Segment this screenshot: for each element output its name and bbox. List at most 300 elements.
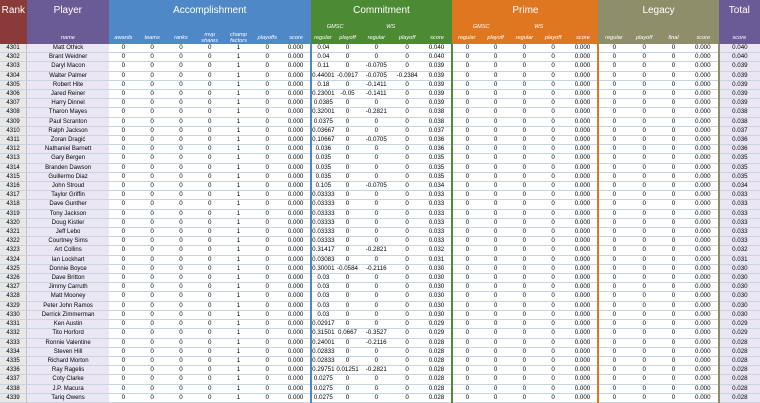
value-cell[interactable]: 0: [138, 71, 167, 80]
value-cell[interactable]: 0: [195, 200, 224, 209]
value-cell[interactable]: 0: [167, 274, 196, 283]
value-cell[interactable]: 0.000: [688, 366, 719, 375]
rank-cell[interactable]: 4303: [0, 62, 27, 71]
value-cell[interactable]: 0: [360, 99, 393, 108]
value-cell[interactable]: 0.000: [282, 117, 311, 126]
value-cell[interactable]: 0: [195, 274, 224, 283]
value-cell[interactable]: 0.0375: [311, 117, 336, 126]
value-cell[interactable]: 0: [393, 108, 422, 117]
value-cell[interactable]: 0: [195, 163, 224, 172]
value-cell[interactable]: 0.03333: [312, 237, 335, 245]
value-cell[interactable]: 0: [659, 71, 688, 80]
value-cell[interactable]: 0: [481, 191, 510, 200]
player-name-cell[interactable]: Ken Austin: [27, 320, 109, 329]
value-cell[interactable]: -0.2821: [360, 108, 393, 117]
value-cell[interactable]: 0: [510, 246, 539, 255]
value-cell[interactable]: 0: [360, 44, 393, 53]
rank-cell[interactable]: 4312: [0, 145, 27, 154]
value-cell[interactable]: 0.000: [568, 393, 599, 402]
value-cell[interactable]: 0.000: [568, 80, 599, 89]
value-cell[interactable]: 0: [481, 320, 510, 329]
value-cell[interactable]: 0: [510, 182, 539, 191]
value-cell[interactable]: 0: [539, 292, 568, 301]
value-cell[interactable]: 0: [539, 71, 568, 80]
value-cell[interactable]: 0: [452, 237, 481, 246]
value-cell[interactable]: 0: [452, 292, 481, 301]
value-cell[interactable]: 0.000: [282, 228, 311, 237]
value-cell[interactable]: 0.000: [282, 320, 311, 329]
com-col-playoff[interactable]: playoff: [393, 32, 422, 44]
value-cell[interactable]: 0: [510, 108, 539, 117]
value-cell[interactable]: 0: [195, 338, 224, 347]
value-cell[interactable]: 0: [109, 90, 138, 99]
table-row[interactable]: [0, 145, 760, 154]
value-cell[interactable]: 0: [109, 347, 138, 356]
value-cell[interactable]: 0: [629, 80, 659, 89]
value-cell[interactable]: 0: [195, 99, 224, 108]
value-cell[interactable]: 0: [393, 99, 422, 108]
value-cell[interactable]: 0: [253, 274, 282, 283]
value-cell[interactable]: 0: [510, 384, 539, 393]
value-cell[interactable]: 0: [598, 228, 629, 237]
value-cell[interactable]: 0: [195, 320, 224, 329]
value-cell[interactable]: 0: [452, 246, 481, 255]
value-cell[interactable]: 0: [452, 182, 481, 191]
value-cell[interactable]: 0: [452, 338, 481, 347]
value-cell[interactable]: 0: [167, 163, 196, 172]
value-cell[interactable]: 1: [224, 366, 253, 375]
value-cell[interactable]: 0: [510, 209, 539, 218]
value-cell[interactable]: 0.000: [688, 200, 719, 209]
value-cell[interactable]: 0: [629, 108, 659, 117]
value-cell[interactable]: 0: [629, 145, 659, 154]
player-name-cell[interactable]: Robert Hite: [27, 80, 109, 89]
value-cell[interactable]: 0: [481, 310, 510, 319]
value-cell[interactable]: 0: [539, 117, 568, 126]
value-cell[interactable]: 0: [629, 347, 659, 356]
value-cell[interactable]: 0.000: [688, 126, 719, 135]
value-cell[interactable]: 0: [510, 191, 539, 200]
value-cell[interactable]: 0.105: [311, 182, 336, 191]
value-cell[interactable]: 0: [138, 237, 167, 246]
value-cell[interactable]: 0.000: [282, 172, 311, 181]
value-cell[interactable]: 0: [598, 310, 629, 319]
value-cell[interactable]: 1: [224, 99, 253, 108]
value-cell[interactable]: 0: [253, 237, 282, 246]
value-cell[interactable]: 0: [598, 320, 629, 329]
total-score-cell[interactable]: 0.036: [719, 136, 760, 145]
value-cell[interactable]: 0.000: [688, 44, 719, 53]
value-cell[interactable]: 0.000: [568, 191, 599, 200]
value-cell[interactable]: 0: [138, 145, 167, 154]
player-name-cell[interactable]: Paul Scranton: [27, 117, 109, 126]
value-cell[interactable]: 1: [224, 172, 253, 181]
value-cell[interactable]: 0: [481, 301, 510, 310]
rank-cell[interactable]: 4337: [0, 375, 27, 384]
total-score-cell[interactable]: 0.030: [719, 292, 760, 301]
value-cell[interactable]: 0: [629, 292, 659, 301]
value-cell[interactable]: 0: [195, 228, 224, 237]
table-row[interactable]: [0, 136, 760, 145]
value-cell[interactable]: 1: [224, 384, 253, 393]
value-cell[interactable]: 0.000: [568, 320, 599, 329]
value-cell[interactable]: 0: [452, 172, 481, 181]
value-cell[interactable]: 0: [659, 384, 688, 393]
value-cell[interactable]: 0: [629, 228, 659, 237]
value-cell[interactable]: 0.000: [568, 292, 599, 301]
value-cell[interactable]: 0.032: [422, 246, 453, 255]
table-row[interactable]: [0, 99, 760, 108]
value-cell[interactable]: 0: [138, 292, 167, 301]
value-cell[interactable]: 0: [452, 356, 481, 365]
value-cell[interactable]: 0: [393, 80, 422, 89]
value-cell[interactable]: 0: [393, 209, 422, 218]
acc-col-ranks[interactable]: ranks: [167, 32, 196, 44]
value-cell[interactable]: 0: [659, 172, 688, 181]
value-cell[interactable]: 0: [195, 108, 224, 117]
value-cell[interactable]: 0: [335, 393, 360, 402]
total-score-cell[interactable]: 0.028: [719, 393, 760, 402]
table-row[interactable]: [0, 246, 760, 255]
value-cell[interactable]: 0: [335, 163, 360, 172]
value-cell[interactable]: 0.000: [282, 145, 311, 154]
player-name-cell[interactable]: Ray Ragelis: [27, 366, 109, 375]
table-row[interactable]: [0, 320, 760, 329]
pri-col-playoff[interactable]: playoff: [539, 32, 568, 44]
value-cell[interactable]: 0.000: [568, 366, 599, 375]
value-cell[interactable]: 1: [224, 44, 253, 53]
table-row[interactable]: [0, 80, 760, 89]
total-score-cell[interactable]: 0.035: [719, 163, 760, 172]
value-cell[interactable]: 0: [598, 274, 629, 283]
value-cell[interactable]: 0: [510, 347, 539, 356]
value-cell[interactable]: 0: [659, 301, 688, 310]
value-cell[interactable]: 0: [393, 53, 422, 62]
value-cell[interactable]: 0: [629, 264, 659, 273]
value-cell[interactable]: 0: [452, 228, 481, 237]
rank-cell[interactable]: 4305: [0, 80, 27, 89]
value-cell[interactable]: 0.02917: [312, 320, 335, 328]
player-name-cell[interactable]: Ian Lockhart: [27, 255, 109, 264]
value-cell[interactable]: 0: [393, 310, 422, 319]
value-cell[interactable]: 0: [629, 310, 659, 319]
value-cell[interactable]: 0.03: [311, 274, 336, 283]
value-cell[interactable]: 0: [452, 301, 481, 310]
value-cell[interactable]: 0: [360, 145, 393, 154]
value-cell[interactable]: 0.24001: [312, 338, 335, 346]
value-cell[interactable]: 0: [510, 80, 539, 89]
value-cell[interactable]: 0.0275: [311, 375, 336, 384]
value-cell[interactable]: 0: [510, 329, 539, 338]
value-cell[interactable]: 1: [224, 356, 253, 365]
value-cell[interactable]: 0: [481, 108, 510, 117]
value-cell[interactable]: 0: [393, 182, 422, 191]
value-cell[interactable]: 0: [138, 163, 167, 172]
value-cell[interactable]: 0: [167, 366, 196, 375]
value-cell[interactable]: -0.0705: [360, 182, 393, 191]
value-cell[interactable]: 0: [335, 338, 360, 347]
value-cell[interactable]: 0: [109, 274, 138, 283]
value-cell[interactable]: 0: [253, 71, 282, 80]
value-cell[interactable]: 0.000: [688, 255, 719, 264]
value-cell[interactable]: 0: [138, 347, 167, 356]
value-cell[interactable]: 0: [138, 310, 167, 319]
value-cell[interactable]: 0: [598, 154, 629, 163]
value-cell[interactable]: 0: [360, 172, 393, 181]
value-cell[interactable]: 0: [510, 310, 539, 319]
value-cell[interactable]: 0: [510, 338, 539, 347]
table-row[interactable]: [0, 62, 760, 71]
value-cell[interactable]: 0: [360, 347, 393, 356]
value-cell[interactable]: 0: [335, 126, 360, 135]
value-cell[interactable]: 1: [224, 301, 253, 310]
value-cell[interactable]: 0.000: [568, 108, 599, 117]
value-cell[interactable]: 0: [539, 163, 568, 172]
value-cell[interactable]: 0.000: [568, 182, 599, 191]
value-cell[interactable]: 0: [335, 347, 360, 356]
value-cell[interactable]: 0: [335, 108, 360, 117]
value-cell[interactable]: 0.000: [282, 53, 311, 62]
value-cell[interactable]: 0.03667: [312, 126, 335, 134]
value-cell[interactable]: 0: [510, 117, 539, 126]
value-cell[interactable]: 0.037: [422, 126, 453, 135]
value-cell[interactable]: 0: [195, 375, 224, 384]
value-cell[interactable]: 0.033: [422, 228, 453, 237]
value-cell[interactable]: 0: [481, 292, 510, 301]
value-cell[interactable]: 0: [659, 209, 688, 218]
player-name-cell[interactable]: Walter Palmer: [27, 71, 109, 80]
value-cell[interactable]: 0.030: [422, 283, 453, 292]
value-cell[interactable]: 0: [598, 90, 629, 99]
value-cell[interactable]: 1: [224, 310, 253, 319]
value-cell[interactable]: 0: [659, 255, 688, 264]
value-cell[interactable]: 0: [452, 200, 481, 209]
value-cell[interactable]: 0: [659, 347, 688, 356]
value-cell[interactable]: 0: [539, 126, 568, 135]
value-cell[interactable]: 0: [253, 136, 282, 145]
value-cell[interactable]: 0.000: [282, 264, 311, 273]
value-cell[interactable]: 0: [539, 329, 568, 338]
value-cell[interactable]: -0.2384: [393, 71, 422, 80]
player-name-cell[interactable]: Tariq Owens: [27, 393, 109, 402]
value-cell[interactable]: 0.04: [311, 44, 336, 53]
value-cell[interactable]: 0: [598, 393, 629, 402]
value-cell[interactable]: 0: [335, 301, 360, 310]
value-cell[interactable]: 0.000: [688, 90, 719, 99]
value-cell[interactable]: 0: [335, 136, 360, 145]
value-cell[interactable]: 0: [138, 154, 167, 163]
player-name-cell[interactable]: J.P. Macura: [27, 384, 109, 393]
value-cell[interactable]: 0.0667: [335, 329, 360, 338]
value-cell[interactable]: 0: [510, 356, 539, 365]
value-cell[interactable]: 0: [510, 62, 539, 71]
value-cell[interactable]: 0: [659, 145, 688, 154]
value-cell[interactable]: 0: [629, 154, 659, 163]
value-cell[interactable]: 0: [167, 200, 196, 209]
value-cell[interactable]: 0.030: [422, 301, 453, 310]
value-cell[interactable]: 0: [539, 283, 568, 292]
value-cell[interactable]: 0: [598, 264, 629, 273]
acc-col-playoffs[interactable]: playoffs: [253, 32, 282, 44]
value-cell[interactable]: 0: [481, 356, 510, 365]
value-cell[interactable]: 0: [659, 292, 688, 301]
rank-cell[interactable]: 4320: [0, 218, 27, 227]
value-cell[interactable]: 0: [253, 384, 282, 393]
value-cell[interactable]: 0: [167, 255, 196, 264]
value-cell[interactable]: 0.039: [422, 71, 453, 80]
value-cell[interactable]: 0: [253, 172, 282, 181]
rank-cell[interactable]: 4304: [0, 71, 27, 80]
player-name-cell[interactable]: Jimmy Carruth: [27, 283, 109, 292]
value-cell[interactable]: 0: [138, 274, 167, 283]
value-cell[interactable]: 0: [195, 384, 224, 393]
value-cell[interactable]: 0: [109, 117, 138, 126]
value-cell[interactable]: 0.000: [688, 320, 719, 329]
value-cell[interactable]: 0: [335, 182, 360, 191]
value-cell[interactable]: 0: [253, 53, 282, 62]
total-score-cell[interactable]: 0.028: [719, 347, 760, 356]
value-cell[interactable]: 0.000: [282, 329, 311, 338]
value-cell[interactable]: 0: [109, 172, 138, 181]
player-name-cell[interactable]: Tharon Mayes: [27, 108, 109, 117]
value-cell[interactable]: 0: [510, 218, 539, 227]
rank-cell[interactable]: 4336: [0, 366, 27, 375]
value-cell[interactable]: 0.031: [422, 255, 453, 264]
value-cell[interactable]: 0.028: [422, 366, 453, 375]
value-cell[interactable]: 0: [539, 255, 568, 264]
value-cell[interactable]: 0: [167, 320, 196, 329]
value-cell[interactable]: 0: [109, 255, 138, 264]
value-cell[interactable]: 0: [452, 90, 481, 99]
value-cell[interactable]: 0.000: [282, 163, 311, 172]
value-cell[interactable]: 0: [481, 182, 510, 191]
value-cell[interactable]: 1: [224, 117, 253, 126]
value-cell[interactable]: 0: [335, 145, 360, 154]
value-cell[interactable]: 0: [481, 338, 510, 347]
value-cell[interactable]: 0: [539, 53, 568, 62]
value-cell[interactable]: 0: [195, 283, 224, 292]
value-cell[interactable]: 0: [167, 338, 196, 347]
value-cell[interactable]: 0: [393, 320, 422, 329]
value-cell[interactable]: 0.000: [688, 108, 719, 117]
value-cell[interactable]: 0.03: [311, 310, 336, 319]
value-cell[interactable]: 0: [659, 393, 688, 402]
value-cell[interactable]: 0: [481, 99, 510, 108]
value-cell[interactable]: -0.2821: [360, 246, 393, 255]
value-cell[interactable]: 0: [539, 338, 568, 347]
value-cell[interactable]: 0.000: [568, 117, 599, 126]
value-cell[interactable]: 0: [629, 301, 659, 310]
value-cell[interactable]: 0: [598, 99, 629, 108]
value-cell[interactable]: 0: [481, 163, 510, 172]
value-cell[interactable]: 0: [452, 99, 481, 108]
value-cell[interactable]: 0: [335, 80, 360, 89]
value-cell[interactable]: 0: [393, 154, 422, 163]
value-cell[interactable]: 0: [659, 283, 688, 292]
value-cell[interactable]: 0.033: [422, 237, 453, 246]
player-name-cell[interactable]: Nathaniel Barnett: [27, 145, 109, 154]
value-cell[interactable]: 1: [224, 264, 253, 273]
value-cell[interactable]: 0.000: [688, 301, 719, 310]
value-cell[interactable]: 0.000: [688, 163, 719, 172]
value-cell[interactable]: 0.23001: [312, 90, 335, 98]
value-cell[interactable]: 0: [539, 237, 568, 246]
value-cell[interactable]: 0: [109, 108, 138, 117]
player-name-cell[interactable]: Steven Hill: [27, 347, 109, 356]
value-cell[interactable]: 0: [659, 320, 688, 329]
value-cell[interactable]: 0: [109, 71, 138, 80]
value-cell[interactable]: 0: [510, 200, 539, 209]
table-row[interactable]: [0, 329, 760, 338]
value-cell[interactable]: 0: [539, 191, 568, 200]
value-cell[interactable]: 0.01251: [336, 366, 359, 374]
value-cell[interactable]: 0: [195, 90, 224, 99]
value-cell[interactable]: 1: [224, 90, 253, 99]
value-cell[interactable]: 0: [138, 301, 167, 310]
value-cell[interactable]: 0: [481, 237, 510, 246]
value-cell[interactable]: 0: [598, 108, 629, 117]
value-cell[interactable]: 0.000: [568, 136, 599, 145]
value-cell[interactable]: 0: [393, 255, 422, 264]
value-cell[interactable]: 0.030: [422, 264, 453, 273]
pri-col-score[interactable]: score: [568, 32, 599, 44]
value-cell[interactable]: 0.000: [568, 255, 599, 264]
value-cell[interactable]: -0.1411: [360, 80, 393, 89]
value-cell[interactable]: 0: [195, 53, 224, 62]
player-name-cell[interactable]: Dave Gunther: [27, 200, 109, 209]
total-score-cell[interactable]: 0.037: [719, 126, 760, 135]
value-cell[interactable]: 0: [253, 310, 282, 319]
value-cell[interactable]: 0: [195, 71, 224, 80]
value-cell[interactable]: 1: [224, 53, 253, 62]
value-cell[interactable]: 0.036: [311, 145, 336, 154]
value-cell[interactable]: 0.038: [422, 117, 453, 126]
value-cell[interactable]: 1: [224, 108, 253, 117]
value-cell[interactable]: 0: [109, 200, 138, 209]
value-cell[interactable]: 0: [109, 246, 138, 255]
value-cell[interactable]: 0: [659, 274, 688, 283]
value-cell[interactable]: 0: [539, 90, 568, 99]
value-cell[interactable]: 0: [138, 366, 167, 375]
value-cell[interactable]: 0.000: [568, 99, 599, 108]
value-cell[interactable]: 0: [539, 182, 568, 191]
value-cell[interactable]: 0: [481, 71, 510, 80]
player-name-cell[interactable]: Donnie Boyce: [27, 264, 109, 273]
value-cell[interactable]: 0: [138, 44, 167, 53]
player-name-cell[interactable]: Matt Othick: [27, 44, 109, 53]
value-cell[interactable]: 0: [510, 274, 539, 283]
total-score-cell[interactable]: 0.033: [719, 218, 760, 227]
table-row[interactable]: [0, 71, 760, 80]
total-score-cell[interactable]: 0.033: [719, 200, 760, 209]
value-cell[interactable]: 0: [481, 393, 510, 402]
value-cell[interactable]: 0: [167, 228, 196, 237]
value-cell[interactable]: 1: [224, 200, 253, 209]
value-cell[interactable]: 0: [335, 246, 360, 255]
total-score-cell[interactable]: 0.035: [719, 172, 760, 181]
value-cell[interactable]: 0: [138, 283, 167, 292]
player-header[interactable]: Player: [27, 0, 109, 22]
value-cell[interactable]: 0.000: [688, 338, 719, 347]
value-cell[interactable]: 0.000: [282, 218, 311, 227]
value-cell[interactable]: 0.000: [282, 274, 311, 283]
value-cell[interactable]: 0: [481, 283, 510, 292]
pri-col-playoff[interactable]: playoff: [481, 32, 510, 44]
value-cell[interactable]: 0: [335, 209, 360, 218]
value-cell[interactable]: 0: [539, 301, 568, 310]
value-cell[interactable]: 0: [253, 375, 282, 384]
value-cell[interactable]: 0.028: [422, 375, 453, 384]
